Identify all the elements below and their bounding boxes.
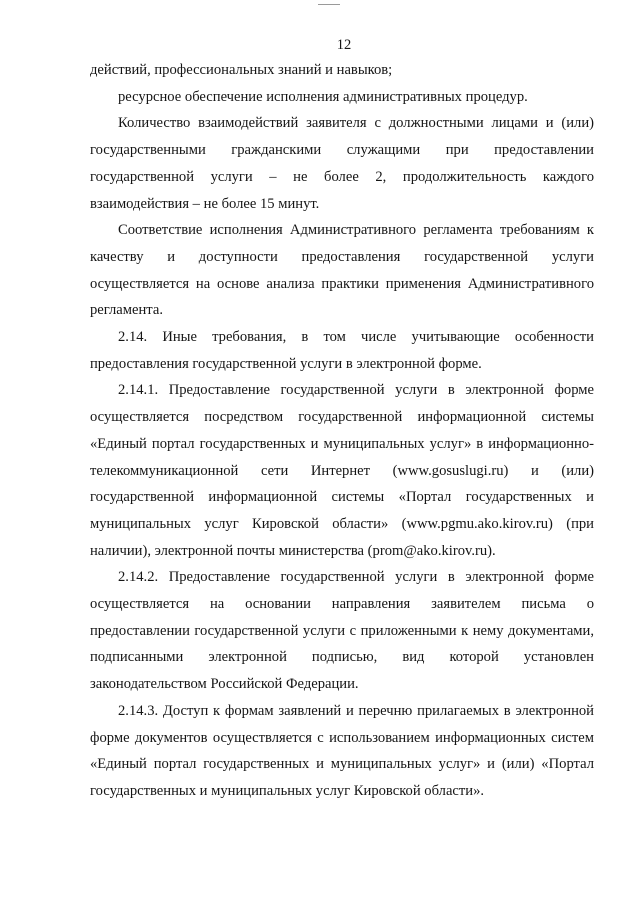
- paragraph-section-2-14-1: 2.14.1. Предоставление государственной услуги в электронной форме осуществляется посредством государственной информационной системы «Единый портал государственных и муниципальных услуг» в информационно-телекоммуникационной сети Интернет (www.gosuslugi.ru) и (или) государственной информационной системы «Портал государственных и муниципальных услуг Кировской области» (www.pgmu.ako.kirov.ru) (при наличии), электронной почты министерства (prom@ako.kirov.ru).: [90, 382, 594, 559]
- paragraph-continuation: действий, профессиональных знаний и навыков;: [90, 62, 393, 78]
- document-body: [90, 57, 594, 805]
- paragraph-section-2-14: 2.14. Иные требования, в том числе учитывающие особенности предоставления государственной услуги в электронной форме.: [90, 329, 594, 372]
- paragraph-section-2-14-3: 2.14.3. Доступ к формам заявлений и перечню прилагаемых в электронной форме документов осуществляется с использованием информационных систем «Единый портал государственных и муниципальных услуг» и (или) «Портал государственных и муниципальных услуг Кировской области».: [90, 702, 594, 799]
- paragraph-section-2-14-2: 2.14.2. Предоставление государственной услуги в электронной форме осуществляется на основании направления заявителем письма о предоставлении государственной услуги с приложенными к нему документами, подписанными электронной подписью, вид которой установлен законодательством Российской Федерации.: [90, 569, 594, 693]
- paragraph-resources: ресурсное обеспечение исполнения административных процедур.: [118, 88, 528, 105]
- page-number: 12: [336, 37, 352, 53]
- paragraph-compliance: Соответствие исполнения Административного регламента требованиям к качеству и доступности предоставления государственной услуги осуществляется на основе анализа практики применения Административного регламента.: [90, 222, 594, 319]
- paragraph-interactions: Количество взаимодействий заявителя с должностными лицами и (или) государственными гражданскими служащими при предоставлении государственной услуги – не более 2, продолжительность каждого взаимодействия – не более 15 минут.: [90, 115, 594, 212]
- scan-mark-line: [318, 4, 340, 5]
